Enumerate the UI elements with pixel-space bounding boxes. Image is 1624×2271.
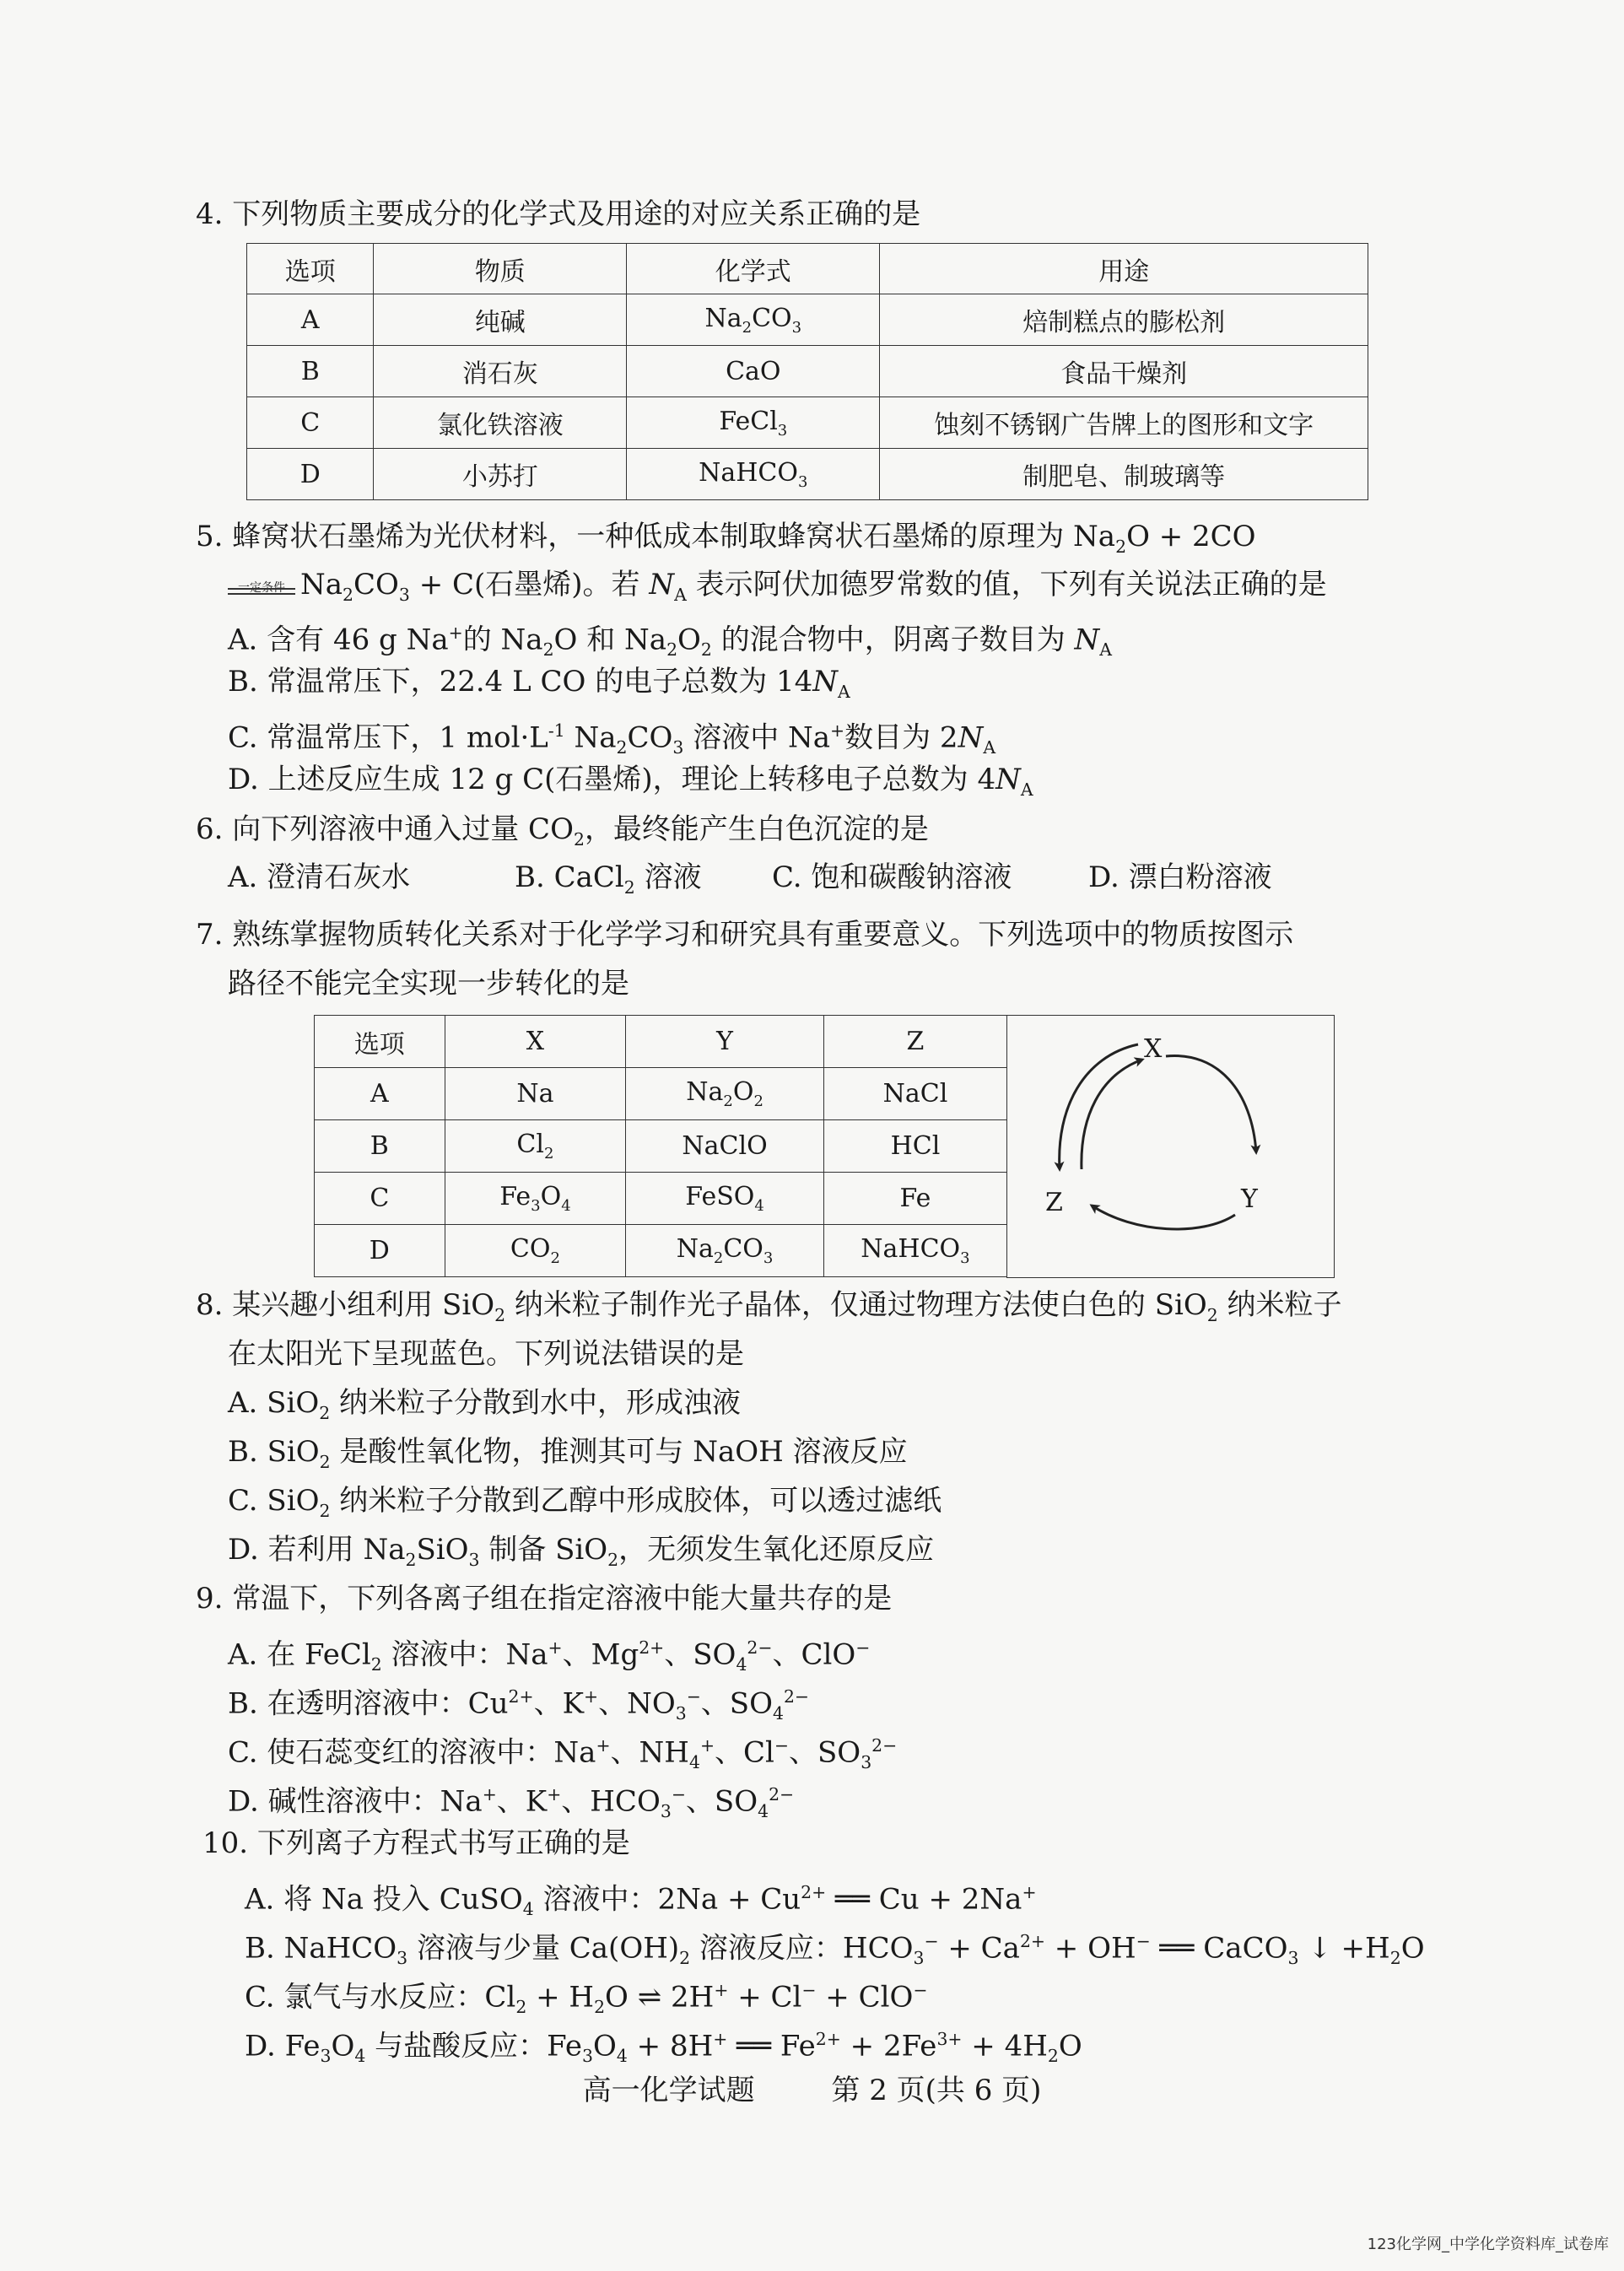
footer-title: 高一化学试题 [582,2074,755,2107]
q9-option-a: A. 在 FeCl$_2$ 溶液中：Na+、$Mg^{2+}$、$SO_4^{2-}$、ClO− [228,1637,871,1675]
site-watermark: 123化学网_中学化学资料库_试卷库 [1367,2236,1609,2253]
cycle-arrows [1007,1016,1333,1276]
q7-row-option: D [315,1225,445,1277]
q7-header-y: Y [626,1016,824,1068]
q10-option-c: C. 氯气与水反应：$Cl_2 + H_2O$ ⇌ 2H+ + Cl− + ClO− [245,1980,928,2018]
q8-option-d: D. 若利用 $Na_2SiO_3$ 制备 SiO$_2$，无须发生氧化还原反应 [228,1533,935,1570]
q7-row-z: Fe [823,1173,1006,1225]
conversion-cycle-diagram [1006,1015,1335,1278]
q7-row-y: FeSO$_4$ [626,1173,824,1225]
q5-stem-line2-text: $Na_2CO_3 + C$(石墨烯)。若 $N_A$ 表示阿伏加德罗常数的值，下列有关说法正确的是 [300,568,1327,605]
q6-option-b: B. CaCl$_2$ 溶液 [515,860,702,898]
q7-row-z: NaCl [823,1068,1006,1120]
q4-row-option: B [247,346,374,397]
q7-stem-line2: 路径不能完全实现一步转化的是 [228,967,629,1001]
q4-row-option: A [247,294,374,346]
q7-row-z: HCl [823,1120,1006,1173]
q6-stem: 6. 向下列溶液中通入过量 $CO_2$，最终能产生白色沉淀的是 [196,812,929,850]
q7-row-option: A [315,1068,445,1120]
q9-option-c: C. 使石蕊变红的溶液中：Na+、$NH_4^+$、Cl−、$SO_3^{2-}$ [228,1735,898,1773]
q9-option-b: B. 在透明溶液中：$Cu^{2+}$、K+、$NO_3^-$、$SO_4^{2-}$ [228,1686,809,1724]
q4-row-substance: 消石灰 [374,346,627,397]
q4-row-substance: 氯化铁溶液 [374,397,627,449]
q4-header-substance: 物质 [374,244,627,294]
q7-header-x: X [445,1016,626,1068]
q4-row-formula: FeCl$_3$ [627,397,880,449]
arrow-z-to-x [1082,1060,1142,1169]
arrow-y-to-z [1092,1206,1235,1229]
q8-stem-line2: 在太阳光下呈现蓝色。下列说法错误的是 [228,1337,744,1371]
q7-row-x: Na [445,1068,626,1120]
q7-stem-line1: 7. 熟练掌握物质转化关系对于化学学习和研究具有重要意义。下列选项中的物质按图示 [196,918,1294,952]
q7-row-z: NaHCO$_3$ [823,1225,1006,1277]
arrow-x-to-z [1060,1044,1138,1169]
q4-header-formula: 化学式 [627,244,880,294]
node-z-label: Z [1045,1188,1063,1217]
q4-row-formula: NaHCO$_3$ [627,449,880,500]
q7-table [314,1015,1007,1277]
q4-row-formula: CaO [627,346,880,397]
q8-stem-line1: 8. 某兴趣小组利用 SiO$_2$ 纳米粒子制作光子晶体，仅通过物理方法使白色的 SiO$_2$ 纳米粒子 [196,1288,1342,1325]
q10-option-d: D. $Fe_3O_4$ 与盐酸反应：$Fe_3O_4 + 8H^+$ ══ $Fe^{2+} + 2Fe^{3+} + 4H_2O$ [245,2029,1082,2067]
q8-option-a: A. SiO$_2$ 纳米粒子分散到水中，形成浊液 [228,1386,742,1423]
q6-option-a: A. 澄清石灰水 [228,860,411,894]
equals-line-top [228,588,295,590]
q5-option-c: C. 常温常压下，1 $mol\cdot L^{-1}$ $Na_2CO_3$ 溶液中 Na+数目为 $2N_A$ [228,720,996,758]
footer-page-number: 第 2 页(共 6 页) [831,2074,1042,2107]
equals-line-bottom [228,593,295,595]
reaction-condition-arrow [228,569,295,603]
q4-row-option: D [247,449,374,500]
q4-row-substance: 小苏打 [374,449,627,500]
q8-option-b: B. SiO$_2$ 是酸性氧化物，推测其可与 NaOH 溶液反应 [228,1435,908,1472]
q9-stem: 9. 常温下，下列各离子组在指定溶液中能大量共存的是 [196,1582,893,1616]
q4-row-use: 蚀刻不锈钢广告牌上的图形和文字 [880,397,1368,449]
page-footer [0,2067,1624,2108]
q7-row-y: $Na_2O_2$ [626,1068,824,1120]
node-y-label: Y [1241,1184,1258,1214]
q7-header-option: 选项 [315,1016,445,1068]
q10-option-b: B. NaHCO$_3$ 溶液与少量 $Ca(OH)_2$ 溶液反应：$HCO_3^- + Ca^{2+} + OH^-$ ══ CaCO$_3$ ↓ $+H_2O$ [245,1931,1425,1969]
q4-row-formula: $Na_2CO_3$ [627,294,880,346]
q6-option-c: C. 饱和碳酸钠溶液 [772,860,1012,894]
q4-row-use: 食品干燥剂 [880,346,1368,397]
q7-row-x: $CO_2$ [445,1225,626,1277]
arrow-x-to-y [1166,1055,1256,1152]
q4-table [246,243,1368,500]
q7-row-option: B [315,1120,445,1173]
q4-header-option: 选项 [247,244,374,294]
q7-row-y: NaClO [626,1120,824,1173]
q7-header-z: Z [823,1016,1006,1068]
q4-row-use: 焙制糕点的膨松剂 [880,294,1368,346]
q4-header-use: 用途 [880,244,1368,294]
q6-option-d: D. 漂白粉溶液 [1088,860,1272,894]
q6-options [228,854,1409,901]
q8-option-c: C. SiO$_2$ 纳米粒子分散到乙醇中形成胶体，可以透过滤纸 [228,1484,942,1521]
q10-option-a: A. 将 Na 投入 CuSO$_4$ 溶液中：$2Na + Cu^{2+}$ ══ Cu + 2Na+ [245,1882,1037,1920]
reaction-condition-label: 一定条件 [238,581,285,595]
q7-row-x: $Fe_3O_4$ [445,1173,626,1225]
q7-row-y: $Na_2CO_3$ [626,1225,824,1277]
node-x-label: X [1144,1034,1163,1064]
q5-stem-line1: 5. 蜂窝状石墨烯为光伏材料，一种低成本制取蜂窝状石墨烯的原理为 $Na_2O + 2CO$ [196,520,1256,557]
q9-option-d: D. 碱性溶液中：Na+、K+、$HCO_3^-$、$SO_4^{2-}$ [228,1784,795,1822]
q4-row-substance: 纯碱 [374,294,627,346]
q4-row-use: 制肥皂、制玻璃等 [880,449,1368,500]
q7-row-option: C [315,1173,445,1225]
q5-option-a: A. 含有 46 g Na+的 $Na_2O$ 和 $Na_2O_2$ 的混合物中，阴离子数目为 $N_A$ [228,623,1113,661]
q4-row-option: C [247,397,374,449]
q5-option-d: D. 上述反应生成 12 g C(石墨烯)，理论上转移电子总数为 $4N_A$ [228,763,1033,800]
q5-option-b: B. 常温常压下，22.4 L CO 的电子总数为 $14N_A$ [228,665,850,702]
q10-stem: 10. 下列离子方程式书写正确的是 [202,1826,630,1860]
q4-stem: 4. 下列物质主要成分的化学式及用途的对应关系正确的是 [196,197,921,231]
q7-row-x: $Cl_2$ [445,1120,626,1173]
